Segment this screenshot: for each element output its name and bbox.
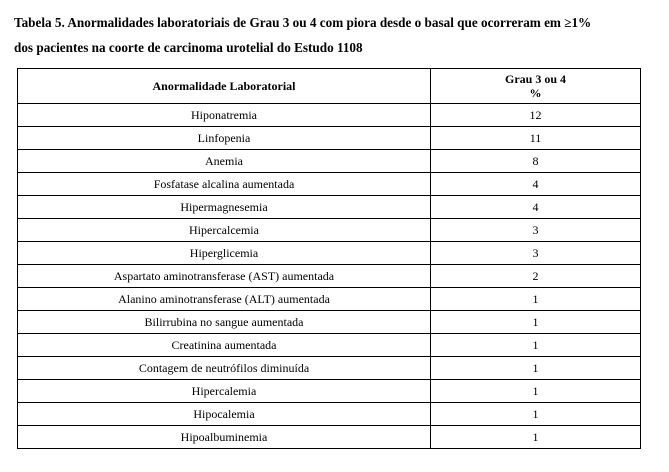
abnormality-name: Bilirrubina no sangue aumentada [18,311,431,334]
header-grade-label: Grau 3 ou 4 [504,72,566,86]
table-row [18,127,641,150]
abnormality-name: Hiponatremia [18,104,431,127]
abnormality-name: Contagem de neutrófilos diminuída [18,357,431,380]
table-row [18,196,641,219]
table-row [18,334,641,357]
header-percent-label: % [529,86,542,100]
header-grade-percent [431,69,641,104]
grade-percent-value: 3 [431,219,641,242]
table-row [18,426,641,449]
grade-percent-value: 1 [431,334,641,357]
abnormality-name: Hipoalbuminemia [18,426,431,449]
table-row [18,380,641,403]
abnormality-name: Fosfatase alcalina aumentada [18,173,431,196]
caption-line-2: dos pacientes na coorte de carcinoma urotelial do Estudo 1108 [14,40,363,55]
abnormality-name: Hiperglicemia [18,242,431,265]
table-header-row [18,69,641,104]
table-row [18,104,641,127]
abnormality-name: Hipocalemia [18,403,431,426]
grade-percent-value: 2 [431,265,641,288]
abnormality-name: Creatinina aumentada [18,334,431,357]
header-lab-abnormality: Anormalidade Laboratorial [18,69,431,104]
abnormality-name: Hipercalemia [18,380,431,403]
grade-percent-value: 8 [431,150,641,173]
abnormality-name: Linfopenia [18,127,431,150]
abnormality-name: Alanino aminotransferase (ALT) aumentada [18,288,431,311]
grade-percent-value: 1 [431,357,641,380]
abnormality-name: Hipercalcemia [18,219,431,242]
grade-percent-value: 1 [431,403,641,426]
abnormality-name: Hipermagnesemia [18,196,431,219]
grade-percent-value: 11 [431,127,641,150]
abnormality-name: Anemia [18,150,431,173]
grade-percent-value: 4 [431,173,641,196]
table-caption [14,10,662,60]
table-row [18,242,641,265]
table-row [18,357,641,380]
grade-percent-value: 1 [431,288,641,311]
grade-percent-value: 1 [431,380,641,403]
table-row [18,288,641,311]
caption-line-1: Tabela 5. Anormalidades laboratoriais de Grau 3 ou 4 com piora desde o basal que ocorreram em ≥1% [14,15,592,30]
grade-percent-value: 1 [431,426,641,449]
grade-percent-value: 12 [431,104,641,127]
lab-abnormalities-table [17,68,641,449]
table-row [18,150,641,173]
abnormality-name: Aspartato aminotransferase (AST) aumentada [18,265,431,288]
grade-percent-value: 3 [431,242,641,265]
table-row [18,173,641,196]
table-row [18,311,641,334]
grade-percent-value: 4 [431,196,641,219]
grade-percent-value: 1 [431,311,641,334]
table-row [18,219,641,242]
table-row [18,265,641,288]
table-row [18,403,641,426]
